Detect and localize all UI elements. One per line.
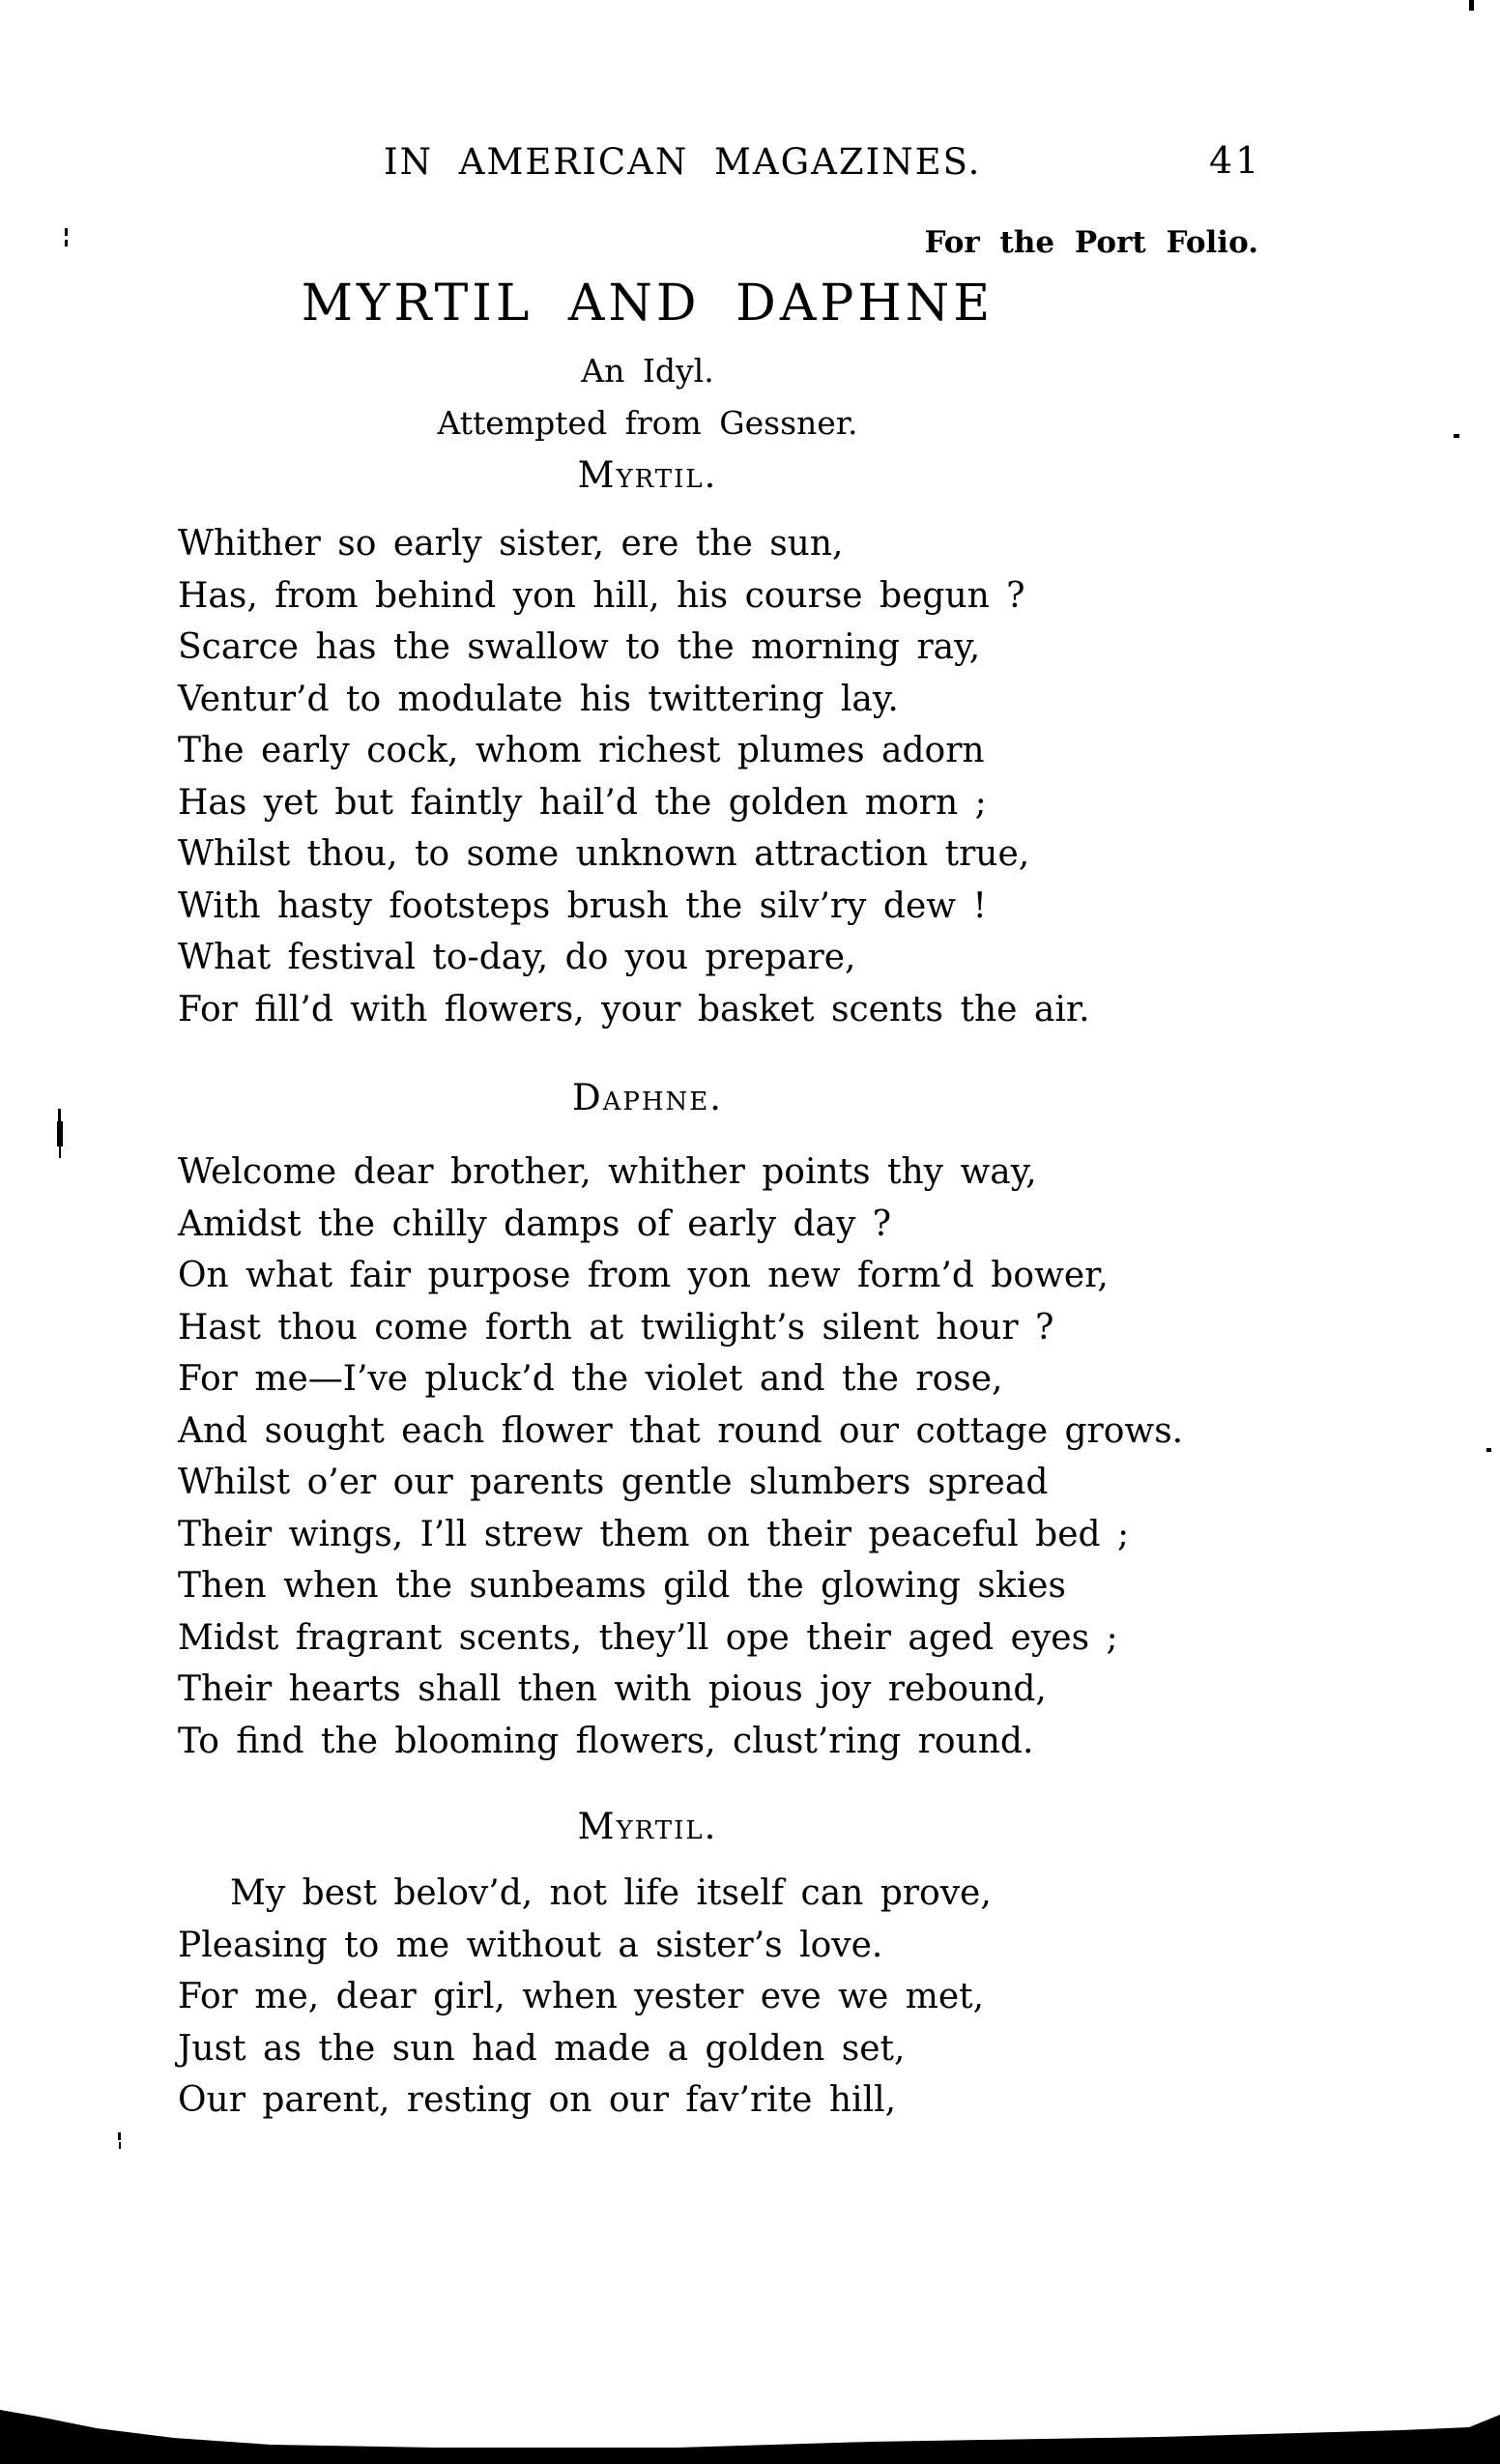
poem-line: Whilst thou, to some unknown attraction true, <box>178 834 1030 874</box>
poem-line: Has, from behind yon hill, his course begun ? <box>178 575 1025 616</box>
poem-line: My best belov’d, not life itself can prove, <box>230 1873 992 1913</box>
poem-line: For me, dear girl, when yester eve we met, <box>178 1977 985 2016</box>
poem-line: And sought each flower that round our cottage grows. <box>178 1410 1184 1451</box>
poem-line: Has yet but faintly hail’d the golden morn ; <box>178 782 987 823</box>
poem-line: What festival to-day, do you prepare, <box>178 938 856 977</box>
scan-artifact-edge-tick <box>1469 0 1474 11</box>
poem-line: For fill’d with flowers, your basket scents the air. <box>178 989 1090 1029</box>
scan-artifact-margin-mark <box>65 228 68 236</box>
scan-artifact-margin-mark <box>119 2142 121 2149</box>
scan-artifact-margin-mark <box>57 1121 63 1146</box>
running-header: IN AMERICAN MAGAZINES. <box>384 141 982 183</box>
stanza <box>178 518 1090 1035</box>
stanza <box>178 1146 1183 1767</box>
poem-line: Scarce has the swallow to the morning ray, <box>178 627 981 667</box>
speaker-heading: Daphne. <box>571 1077 724 1118</box>
attribution: For the Port Folio. <box>924 225 1258 260</box>
poem-line: Ventur’d to modulate his twittering lay. <box>178 679 899 719</box>
stanza <box>178 1868 992 2127</box>
poem-line: For me—I’ve pluck’d the violet and the rose, <box>178 1359 1003 1399</box>
source-note: Attempted from Gessner. <box>437 404 858 442</box>
poem-line: Our parent, resting on our fav’rite hill, <box>178 2080 897 2120</box>
poem-line: Just as the sun had made a golden set, <box>178 2028 906 2069</box>
poem-line: Amidst the chilly damps of early day ? <box>178 1203 892 1244</box>
poem-line: The early cock, whom richest plumes adorn <box>178 731 985 770</box>
poem-subtitle: An Idyl. <box>581 352 714 390</box>
poem-line: Welcome dear brother, whither points thy way, <box>178 1152 1037 1192</box>
poem-line: Hast thou come forth at twilight’s silent hour ? <box>178 1307 1054 1348</box>
poem-title: MYRTIL AND DAPHNE <box>301 275 995 333</box>
poem-line: Whilst o’er our parents gentle slumbers spread <box>178 1463 1049 1502</box>
scan-artifact-margin-mark <box>59 1145 61 1158</box>
speaker-heading: Myrtil. <box>577 1806 718 1847</box>
poem-line: Then when the sunbeams gild the glowing skies <box>178 1566 1066 1606</box>
page-number: 41 <box>1209 139 1262 182</box>
scan-artifact-speck <box>1486 1448 1491 1452</box>
poem-line: With hasty footsteps brush the silv’ry dew ! <box>178 885 987 926</box>
poem-line: Their hearts shall then with pious joy rebound, <box>178 1669 1047 1709</box>
poem-line: Their wings, I’ll strew them on their peaceful bed ; <box>178 1514 1130 1554</box>
poem-line: Pleasing to me without a sister’s love. <box>178 1925 883 1965</box>
scan-artifact-bottom-band <box>0 2397 1500 2464</box>
speaker-heading: Myrtil. <box>577 454 718 496</box>
poem-line: On what fair purpose from yon new form’d bower, <box>178 1256 1109 1295</box>
scan-artifact-margin-mark <box>65 240 68 246</box>
poem-line: Whither so early sister, ere the sun, <box>178 524 844 564</box>
poem-line: Midst fragrant scents, they’ll ope their aged eyes ; <box>178 1617 1118 1658</box>
poem-line: To find the blooming flowers, clust’ring round. <box>178 1721 1034 1761</box>
scan-artifact-speck <box>1454 434 1459 438</box>
scan-artifact-margin-mark <box>118 2132 121 2140</box>
